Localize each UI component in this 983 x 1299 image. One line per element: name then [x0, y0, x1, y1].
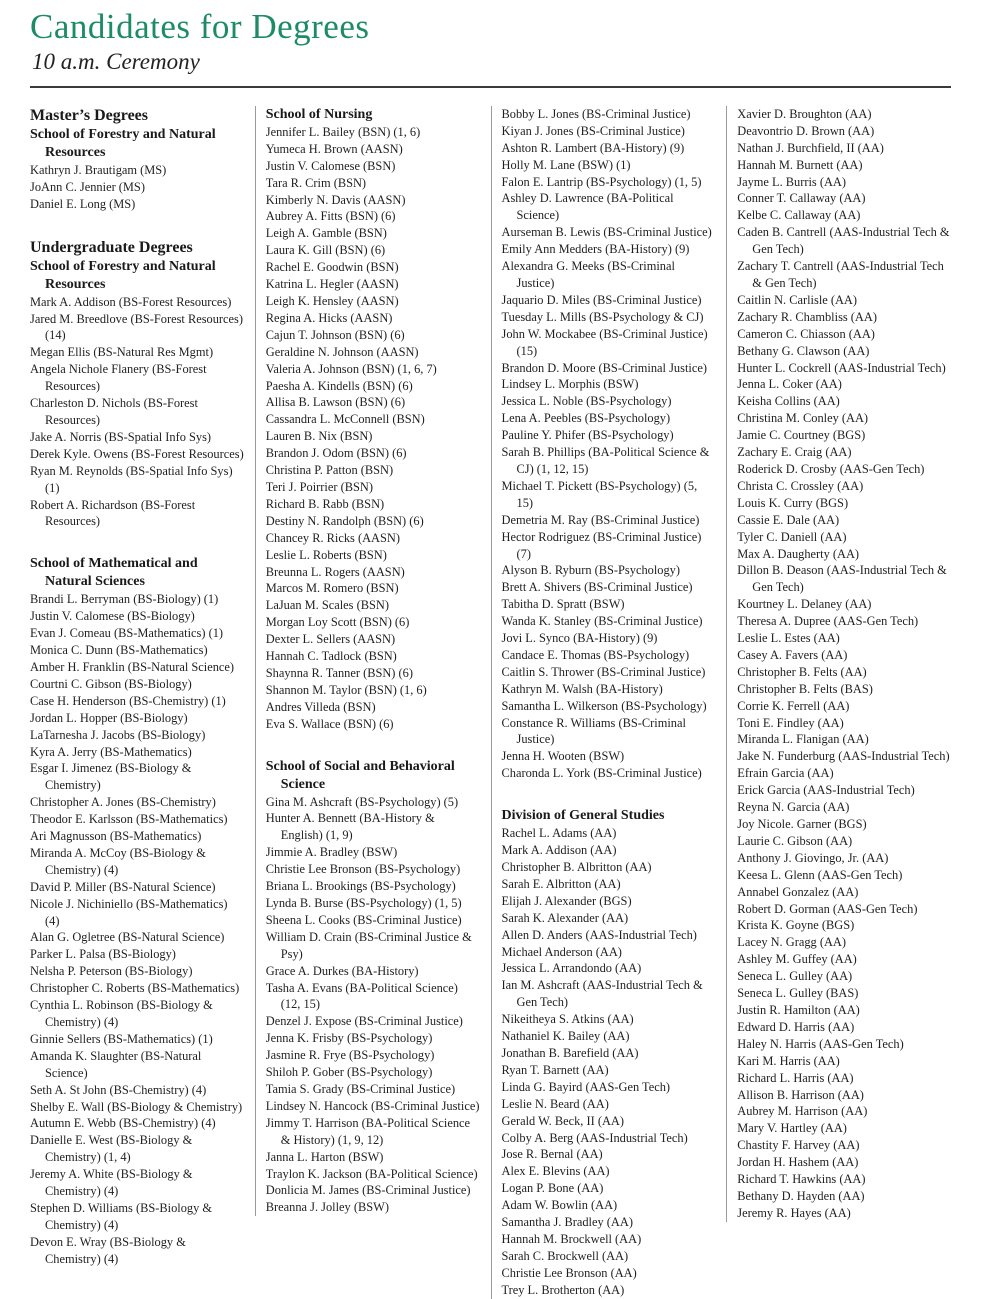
candidate-entry: Sarah E. Albritton (AA): [501, 876, 621, 891]
candidate-entry: Destiny N. Randolph (BSN) (6): [265, 513, 424, 528]
candidate-entry: JoAnn C. Jennier (MS): [30, 179, 145, 194]
candidate-entry: Jessica L. Noble (BS-Psychology): [501, 394, 672, 409]
section-heading: Division of General Studies: [501, 808, 665, 824]
candidate-entry: Richard L. Harris (AA): [737, 1070, 854, 1085]
candidate-entry: Logan P. Bone (AA): [501, 1181, 604, 1196]
degree-column: [491, 106, 727, 1299]
candidate-entry: Colby A. Berg (AAS-Industrial Tech): [501, 1130, 688, 1145]
candidate-entry: Jimmy T. Harrison (BA-Political Science & History) (1, 9, 12): [265, 1115, 471, 1147]
degree-columns: [30, 106, 951, 1299]
candidate-entry: Jordan H. Hashem (AA): [737, 1155, 859, 1170]
candidate-entry: Jamie C. Courtney (BGS): [737, 428, 866, 443]
candidate-entry: Monica C. Dunn (BS-Mathematics): [30, 643, 208, 658]
candidate-entry: Jared M. Breedlove (BS-Forest Resources) (14): [30, 311, 244, 343]
candidate-entry: Erick Garcia (AAS-Industrial Tech): [737, 783, 915, 798]
candidate-entry: Zachary E. Craig (AA): [737, 445, 852, 460]
candidate-entry: Kathryn M. Walsh (BA-History): [501, 681, 663, 696]
candidate-entry: Justin R. Hamilton (AA): [737, 1002, 860, 1017]
candidate-entry: Katrina L. Hegler (AASN): [265, 277, 399, 292]
candidate-entry: Seneca L. Gulley (AA): [737, 969, 853, 984]
candidate-entry: Cajun T. Johnson (BSN) (6): [265, 327, 405, 342]
candidate-entry: John W. Mockabee (BS-Criminal Justice) (15): [501, 326, 708, 358]
candidate-entry: Kiyan J. Jones (BS-Criminal Justice): [501, 123, 685, 138]
candidate-entry: Nathan J. Burchfield, II (AA): [737, 140, 884, 155]
candidate-entry: Lindsey N. Hancock (BS-Criminal Justice): [265, 1098, 480, 1113]
candidate-entry: Parker L. Palsa (BS-Biology): [30, 947, 176, 962]
candidate-entry: Brett A. Shivers (BS-Criminal Justice): [501, 580, 693, 595]
candidate-entry: Rachel E. Goodwin (BSN): [265, 260, 399, 275]
candidate-entry: Richard T. Hawkins (AA): [737, 1172, 866, 1187]
candidate-entry: Falon E. Lantrip (BS-Psychology) (1, 5): [501, 174, 702, 189]
candidate-entry: Esgar I. Jimenez (BS-Biology & Chemistry): [30, 761, 192, 793]
candidate-entry: Brandon D. Moore (BS-Criminal Justice): [501, 360, 707, 375]
candidate-entry: Tara R. Crim (BSN): [265, 175, 367, 190]
candidate-entry: Dillon B. Deason (AAS-Industrial Tech & Gen Tech): [737, 563, 947, 595]
candidate-entry: Wanda K. Stanley (BS-Criminal Justice): [501, 614, 703, 629]
candidate-entry: Geraldine N. Johnson (AASN): [265, 344, 419, 359]
candidate-entry: Eva S. Wallace (BSN) (6): [265, 716, 394, 731]
candidate-entry: Alan G. Ogletree (BS-Natural Science): [30, 930, 225, 945]
candidate-entry: Jayme L. Burris (AA): [737, 174, 846, 189]
candidate-entry: Amber H. Franklin (BS-Natural Science): [30, 659, 235, 674]
candidate-entry: Nelsha P. Peterson (BS-Biology): [30, 964, 193, 979]
candidate-entry: Deavontrio D. Brown (AA): [737, 123, 875, 138]
candidate-entry: Efrain Garcia (AA): [737, 766, 834, 781]
candidate-entry: Toni E. Findley (AA): [737, 715, 844, 730]
candidate-entry: Christopher B. Albritton (AA): [501, 860, 652, 874]
candidate-entry: Caitlin N. Carlisle (AA): [737, 292, 858, 307]
candidate-entry: Lacey N. Gragg (AA): [737, 935, 846, 950]
candidate-entry: Christopher B. Felts (BAS): [737, 681, 873, 696]
candidate-entry: Donlicia M. James (BS-Criminal Justice): [265, 1183, 471, 1198]
candidate-entry: Roderick D. Crosby (AAS-Gen Tech): [737, 461, 925, 476]
candidate-entry: Danielle E. West (BS-Biology & Chemistry) (1, 4): [30, 1133, 193, 1165]
candidate-entry: Christopher B. Felts (AA): [737, 664, 867, 679]
candidate-entry: Teri J. Poirrier (BSN): [265, 479, 373, 494]
candidate-entry: Seneca L. Gulley (BAS): [737, 986, 859, 1001]
candidate-entry: Brandon J. Odom (BSN) (6): [265, 446, 407, 461]
candidate-entry: Justin V. Calomese (BSN): [265, 158, 396, 173]
candidate-entry: LaTarnesha J. Jacobs (BS-Biology): [30, 727, 206, 742]
candidate-entry: Lindsey L. Morphis (BSW): [501, 377, 639, 392]
candidate-entry: Casey A. Favers (AA): [737, 647, 848, 662]
candidate-entry: Michael Anderson (AA): [501, 944, 622, 959]
candidate-entry: Shiloh P. Gober (BS-Psychology): [265, 1065, 433, 1080]
candidate-entry: Mary V. Hartley (AA): [737, 1121, 847, 1136]
candidate-entry: Xavier D. Broughton (AA): [737, 106, 872, 121]
candidate-entry: Ginnie Sellers (BS-Mathematics) (1): [30, 1031, 213, 1046]
candidate-entry: Traylon K. Jackson (BA-Political Science): [265, 1166, 478, 1181]
candidate-entry: Valeria A. Johnson (BSN) (1, 6, 7): [265, 361, 437, 376]
candidate-entry: Leslie N. Beard (AA): [501, 1096, 609, 1111]
candidate-entry: Jaquario D. Miles (BS-Criminal Justice): [501, 292, 702, 307]
candidate-entry: Andres Villeda (BSN): [265, 699, 376, 714]
candidate-entry: Sarah K. Alexander (AA): [501, 910, 629, 925]
page-header: [30, 8, 951, 75]
candidate-entry: Autumn E. Webb (BS-Chemistry) (4): [30, 1116, 216, 1131]
candidate-entry: Angela Nichole Flanery (BS-Forest Resources): [30, 362, 207, 394]
candidate-entry: Hannah M. Burnett (AA): [737, 157, 863, 172]
candidate-entry: Kelbe C. Callaway (AA): [737, 208, 861, 223]
candidate-entry: Rachel L. Adams (AA): [501, 826, 617, 841]
candidate-entry: Mark A. Addison (AA): [501, 843, 617, 858]
candidate-entry: Lauren B. Nix (BSN): [265, 429, 373, 444]
candidate-entry: Samantha J. Bradley (AA): [501, 1215, 633, 1230]
candidate-entry: Jennifer L. Bailey (BSN) (1, 6): [265, 124, 421, 139]
candidate-entry: Hunter L. Cockrell (AAS-Industrial Tech): [737, 360, 946, 375]
candidate-entry: Alex E. Blevins (AA): [501, 1164, 610, 1179]
candidate-entry: Breunna L. Rogers (AASN): [265, 564, 405, 579]
candidate-entry: Nicole J. Nichiniello (BS-Mathematics) (4): [30, 896, 228, 928]
candidate-entry: Candace E. Thomas (BS-Psychology): [501, 647, 690, 662]
candidate-entry: Yumeca H. Brown (AASN): [265, 141, 403, 156]
candidate-entry: Theresa A. Dupree (AAS-Gen Tech): [737, 614, 919, 629]
candidate-entry: Laura K. Gill (BSN) (6): [265, 243, 386, 258]
candidate-entry: Sheena L. Cooks (BS-Criminal Justice): [265, 912, 462, 927]
candidate-entry: Aurseman B. Lewis (BS-Criminal Justice): [501, 225, 712, 240]
candidate-entry: Seth A. St John (BS-Chemistry) (4): [30, 1082, 207, 1097]
candidate-entry: Ashley M. Guffey (AA): [737, 952, 857, 967]
candidate-entry: Kari M. Harris (AA): [737, 1053, 840, 1068]
candidate-entry: Bethany G. Clawson (AA): [737, 343, 870, 358]
candidate-entry: William D. Crain (BS-Criminal Justice & Psy): [265, 929, 472, 961]
candidate-entry: Chastity F. Harvey (AA): [737, 1138, 860, 1153]
candidate-entry: Joy Nicole. Garner (BGS): [737, 817, 867, 831]
candidate-entry: Samantha L. Wilkerson (BS-Psychology): [501, 698, 707, 713]
candidate-entry: Aubrey A. Fitts (BSN) (6): [265, 209, 396, 224]
candidate-entry: Ryan T. Barnett (AA): [501, 1062, 609, 1077]
candidate-entry: Tuesday L. Mills (BS-Psychology & CJ): [501, 309, 704, 324]
candidate-entry: Miranda A. McCoy (BS-Biology & Chemistry) (4): [30, 845, 206, 877]
candidate-entry: Elijah J. Alexander (BGS): [501, 893, 632, 908]
candidate-entry: Janna L. Harton (BSW): [265, 1149, 384, 1164]
candidate-entry: Leigh A. Gamble (BSN): [265, 226, 387, 241]
candidate-entry: Reyna N. Garcia (AA): [737, 800, 850, 815]
candidate-entry: Christina P. Patton (BSN): [265, 463, 394, 478]
section-heading: School of Forestry and Natural Resources: [30, 126, 216, 160]
candidate-entry: Keesa L. Glenn (AAS-Gen Tech): [737, 867, 903, 882]
candidate-entry: Trey L. Brotherton (AA): [501, 1282, 625, 1297]
candidate-entry: Tyler C. Daniell (AA): [737, 529, 847, 544]
candidate-entry: Kathryn J. Brautigam (MS): [30, 162, 167, 177]
candidate-entry: Justin V. Calomese (BS-Biology): [30, 609, 195, 624]
candidate-entry: Hector Rodriguez (BS-Criminal Justice) (7): [501, 529, 702, 561]
candidate-entry: Holly M. Lane (BSW) (1): [501, 157, 631, 172]
candidate-entry: Laurie C. Gibson (AA): [737, 833, 853, 848]
candidate-entry: Ian M. Ashcraft (AAS-Industrial Tech & Gen Tech): [501, 978, 703, 1010]
ceremony-time-subtitle: 10 a.m. Ceremony: [32, 48, 200, 74]
section-heading: School of Mathematical and Natural Sciences: [30, 556, 198, 590]
candidate-entry: Sarah B. Phillips (BA-Political Science & CJ) (1, 12, 15): [501, 445, 710, 476]
candidate-entry: Kimberly N. Davis (AASN): [265, 192, 406, 207]
section-heading: Undergraduate Degrees: [30, 238, 193, 256]
candidate-entry: Ashley D. Lawrence (BA-Political Science): [501, 191, 674, 223]
candidate-entry: Jessica L. Arrandondo (AA): [501, 961, 642, 976]
candidate-entry: Demetria M. Ray (BS-Criminal Justice): [501, 512, 700, 527]
candidate-entry: Shelby E. Wall (BS-Biology & Chemistry): [30, 1099, 243, 1114]
candidate-entry: Kourtney L. Delaney (AA): [737, 597, 872, 612]
candidate-entry: Bobby L. Jones (BS-Criminal Justice): [501, 106, 691, 121]
candidate-entry: Breanna J. Jolley (BSW): [265, 1200, 389, 1215]
degree-column: [726, 106, 951, 1222]
candidate-entry: Conner T. Callaway (AA): [737, 191, 866, 206]
candidate-entry: Morgan Loy Scott (BSN) (6): [265, 615, 410, 630]
candidate-entry: Mark A. Addison (BS-Forest Resources): [30, 294, 232, 309]
candidate-entry: Krista K. Goyne (BGS): [737, 918, 855, 933]
candidate-entry: Jasmine R. Frye (BS-Psychology): [265, 1048, 435, 1063]
candidate-entry: Derek Kyle. Owens (BS-Forest Resources): [30, 446, 244, 461]
candidate-entry: Miranda L. Flanigan (AA): [737, 732, 869, 747]
section-heading: Master’s Degrees: [30, 106, 149, 124]
candidate-entry: Robert A. Richardson (BS-Forest Resources): [30, 497, 196, 529]
candidate-entry: Pauline Y. Phifer (BS-Psychology): [501, 428, 674, 443]
candidate-entry: Alexandra G. Meeks (BS-Criminal Justice): [501, 259, 675, 290]
candidate-entry: Constance R. Williams (BS-Criminal Justice): [501, 715, 686, 747]
candidate-entry: Christopher A. Jones (BS-Chemistry): [30, 795, 216, 810]
candidate-entry: Christa C. Crossley (AA): [737, 478, 864, 493]
candidate-entry: Case H. Henderson (BS-Chemistry) (1): [30, 693, 226, 708]
candidate-entry: Evan J. Comeau (BS-Mathematics) (1): [30, 626, 224, 641]
degree-column: [30, 106, 255, 1268]
candidate-entry: Cynthia L. Robinson (BS-Biology & Chemistry) (4): [30, 998, 213, 1029]
candidate-entry: Corrie K. Ferrell (AA): [737, 698, 850, 713]
candidate-entry: Kyra A. Jerry (BS-Mathematics): [30, 744, 192, 759]
candidate-entry: Jose R. Bernal (AA): [501, 1147, 603, 1162]
candidate-entry: Jenna K. Frisby (BS-Psychology): [265, 1031, 433, 1046]
candidate-entry: Grace A. Durkes (BA-History): [265, 963, 419, 978]
candidate-entry: LaJuan M. Scales (BSN): [265, 598, 389, 613]
candidate-entry: Jake N. Funderburg (AAS-Industrial Tech): [737, 749, 950, 764]
candidate-entry: Denzel J. Expose (BS-Criminal Justice): [265, 1014, 463, 1029]
candidate-entry: Robert D. Gorman (AAS-Gen Tech): [737, 901, 918, 916]
candidate-entry: Allen D. Anders (AAS-Industrial Tech): [501, 927, 697, 942]
candidate-entry: Anthony J. Giovingo, Jr. (AA): [737, 850, 889, 865]
candidate-entry: Jeremy A. White (BS-Biology & Chemistry) (4): [30, 1167, 193, 1199]
candidate-entry: Max A. Daugherty (AA): [737, 546, 860, 561]
candidate-entry: Annabel Gonzalez (AA): [737, 884, 859, 899]
candidate-entry: Linda G. Bayird (AAS-Gen Tech): [501, 1079, 671, 1094]
candidate-entry: Allisa B. Lawson (BSN) (6): [265, 395, 406, 410]
candidate-entry: Cassandra L. McConnell (BSN): [265, 412, 425, 427]
candidate-entry: Cameron C. Chiasson (AA): [737, 326, 875, 341]
candidate-entry: Gina M. Ashcraft (BS-Psychology) (5): [265, 794, 459, 809]
candidate-entry: Jovi L. Synco (BA-History) (9): [501, 631, 658, 646]
candidate-entry: Richard B. Rabb (BSN): [265, 496, 385, 511]
candidate-entry: Ashton R. Lambert (BA-History) (9): [501, 140, 685, 155]
candidate-entry: Bethany D. Hayden (AA): [737, 1188, 865, 1203]
candidate-entry: Emily Ann Medders (BA-History) (9): [501, 242, 690, 257]
candidate-entry: Caden B. Cantrell (AAS-Industrial Tech & Gen Tech): [737, 225, 950, 257]
candidate-entry: Jimmie A. Bradley (BSW): [265, 845, 398, 860]
section-heading: School of Social and Behavioral Science: [265, 758, 455, 792]
candidate-entry: Jeremy R. Hayes (AA): [737, 1205, 851, 1220]
candidate-entry: Briana L. Brookings (BS-Psychology): [265, 879, 456, 894]
candidate-entry: Megan Ellis (BS-Natural Res Mgmt): [30, 345, 214, 360]
candidate-entry: Christie Lee Bronson (AA): [501, 1265, 637, 1280]
candidate-entry: Jonathan B. Barefield (AA): [501, 1045, 639, 1060]
candidate-entry: Tasha A. Evans (BA-Political Science) (12, 15): [265, 980, 458, 1012]
candidate-entry: Hunter A. Bennett (BA-History & English) (1, 9): [265, 811, 435, 843]
candidate-entry: Christie Lee Bronson (BS-Psychology): [265, 862, 461, 877]
candidate-entry: Lena A. Peebles (BS-Psychology): [501, 411, 671, 426]
candidate-entry: Hannah M. Brockwell (AA): [501, 1231, 642, 1246]
candidate-entry: Dexter L. Sellers (AASN): [265, 632, 396, 647]
candidate-entry: Chancey R. Ricks (AASN): [265, 530, 400, 545]
candidate-entry: Charonda L. York (BS-Criminal Justice): [501, 766, 702, 781]
candidate-entry: Edward D. Harris (AA): [737, 1019, 855, 1034]
candidate-entry: David P. Miller (BS-Natural Science): [30, 879, 216, 894]
page-title: Candidates for Degrees: [30, 7, 370, 46]
header-rule: [30, 86, 951, 88]
candidate-entry: Ari Magnusson (BS-Mathematics): [30, 829, 202, 844]
candidate-entry: Leslie L. Estes (AA): [737, 631, 840, 646]
candidate-entry: Cassie E. Dale (AA): [737, 512, 840, 527]
candidate-entry: Sarah C. Brockwell (AA): [501, 1248, 629, 1263]
candidate-entry: Gerald W. Beck, II (AA): [501, 1113, 624, 1128]
candidate-entry: Amanda K. Slaughter (BS-Natural Science): [30, 1048, 202, 1080]
candidate-entry: Regina A. Hicks (AASN): [265, 310, 393, 325]
candidate-entry: Theodor E. Karlsson (BS-Mathematics): [30, 812, 228, 827]
candidate-entry: Shannon M. Taylor (BSN) (1, 6): [265, 682, 427, 697]
candidate-entry: Devon E. Wray (BS-Biology & Chemistry) (4): [30, 1234, 186, 1266]
section-heading: School of Nursing: [265, 106, 373, 122]
candidate-entry: Charleston D. Nichols (BS-Forest Resources): [30, 396, 198, 427]
candidate-entry: Tamia S. Grady (BS-Criminal Justice): [265, 1081, 456, 1096]
candidate-entry: Brandi L. Berryman (BS-Biology) (1): [30, 592, 219, 607]
candidate-entry: Adam W. Bowlin (AA): [501, 1198, 618, 1213]
candidate-entry: Louis K. Curry (BGS): [737, 495, 849, 510]
candidate-entry: Haley N. Harris (AAS-Gen Tech): [737, 1036, 904, 1051]
candidate-entry: Marcos M. Romero (BSN): [265, 581, 399, 596]
candidate-entry: Alyson B. Ryburn (BS-Psychology): [501, 563, 680, 578]
candidate-entry: Leslie L. Roberts (BSN): [265, 547, 387, 562]
candidate-entry: Jenna H. Wooten (BSW): [501, 749, 625, 764]
candidate-entry: Keisha Collins (AA): [737, 394, 840, 409]
candidate-entry: Michael T. Pickett (BS-Psychology) (5, 15): [501, 478, 698, 510]
candidate-entry: Shaynna R. Tanner (BSN) (6): [265, 665, 413, 680]
candidate-entry: Paesha A. Kindells (BSN) (6): [265, 378, 413, 393]
candidate-entry: Lynda B. Burse (BS-Psychology) (1, 5): [265, 896, 462, 910]
candidate-entry: Zachary T. Cantrell (AAS-Industrial Tech & Gen Tech): [737, 259, 944, 290]
candidate-entry: Jenna L. Coker (AA): [737, 377, 842, 392]
candidate-entry: Jordan L. Hopper (BS-Biology): [30, 710, 188, 725]
candidate-entry: Allison B. Harrison (AA): [737, 1087, 864, 1102]
candidate-entry: Jake A. Norris (BS-Spatial Info Sys): [30, 429, 212, 444]
degree-column: [255, 106, 491, 1216]
candidate-entry: Leigh K. Hensley (AASN): [265, 294, 399, 308]
candidate-entry: Daniel E. Long (MS): [30, 196, 136, 211]
candidate-entry: Aubrey M. Harrison (AA): [737, 1104, 868, 1119]
candidate-entry: Nikeitheya S. Atkins (AA): [501, 1012, 634, 1027]
candidate-entry: Christopher C. Roberts (BS-Mathematics): [30, 981, 240, 996]
section-heading: School of Forestry and Natural Resources: [30, 258, 216, 292]
candidate-entry: Caitlin S. Thrower (BS-Criminal Justice): [501, 664, 706, 679]
candidate-entry: Tabitha D. Spratt (BSW): [501, 597, 625, 612]
candidate-entry: Nathaniel K. Bailey (AA): [501, 1029, 630, 1044]
candidate-entry: Christina M. Conley (AA): [737, 411, 869, 426]
candidate-entry: Hannah C. Tadlock (BSN): [265, 649, 397, 664]
candidate-entry: Stephen D. Williams (BS-Biology & Chemistry) (4): [30, 1200, 213, 1232]
candidate-entry: Ryan M. Reynolds (BS-Spatial Info Sys) (1): [30, 463, 233, 495]
candidate-entry: Zachary R. Chambliss (AA): [737, 309, 877, 324]
candidate-entry: Courtni C. Gibson (BS-Biology): [30, 676, 192, 691]
